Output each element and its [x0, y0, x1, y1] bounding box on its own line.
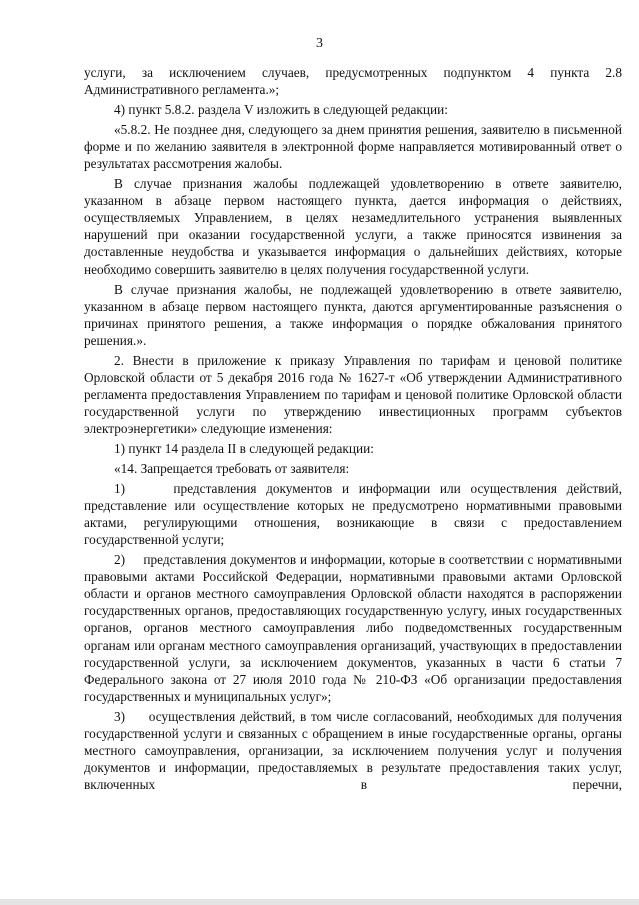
scan-bottom-edge	[0, 899, 639, 905]
paragraph-section-2: 2. Внести в приложение к приказу Управления по тарифам и ценовой политике Орловской области от 5 декабря 2016 года № 1627-т «Об утверждении Административного регламента предоставления Управлением по тарифам и ценовой политике Орловской области государственной услуги по утверждению инвестиционных программ субъектов электроэнергетики» следующие изменения:	[84, 352, 622, 436]
paragraph-continuation: услуги, за исключением случаев, предусмотренных подпунктом 4 пункта 2.8 Административного регламента.»;	[84, 65, 622, 98]
paragraph-5-8-2: «5.8.2. Не позднее дня, следующего за днем принятия решения, заявителю в письменной форме и по желанию заявителя в электронной форме направляется мотивированный ответ о результатах рассмотрения жалобы.	[84, 122, 622, 172]
document-body	[84, 64, 622, 796]
paragraph-complaint-rejected: В случае признания жалобы, не подлежащей удовлетворению в ответе заявителю, указанном в абзаце первом настоящего пункта, даются аргументированные разъяснения о причинах принятого решения, а также информация о порядке обжалования принятого решения.».	[84, 281, 622, 348]
list-item-2: 2) представления документов и информации, которые в соответствии с нормативными правовыми актами Российской Федерации, нормативными правовыми актами Орловской области и органов местного самоуправления Орловской области находятся в распоряжении государственных органов, предоставляющих государственную услугу, иных государственных органов, органов местного самоуправления либо подведомственных государственным органам или органам местного самоуправления организаций, участвующих в предоставлении государственной услуги, за исключением документов, указанных в части 6 статьи 7 Федерального закона от 27 июля 2010 года № 210-ФЗ «Об организации предоставления государственных и муниципальных услуг»;	[84, 552, 622, 704]
paragraph-item-1: 1) пункт 14 раздела II в следующей редакции:	[114, 440, 374, 456]
paragraph-item-4: 4) пункт 5.8.2. раздела V изложить в следующей редакции:	[114, 102, 448, 118]
page-number: 3	[316, 36, 323, 51]
paragraph-point-14: «14. Запрещается требовать от заявителя:	[114, 461, 350, 477]
paragraph-complaint-satisfied: В случае признания жалобы подлежащей удовлетворению в ответе заявителю, указанном в абзаце первом настоящего пункта, дается информация о действиях, осуществляемых Управлением, в целях незамедлительного устранения выявленных нарушений при оказании государственной услуги, а также приносятся извинения за доставленные неудобства и указывается информация о дальнейших действиях, которые необходимо совершить заявителю в целях получения государственной услуги.	[84, 176, 622, 277]
list-item-3: 3) осуществления действий, в том числе согласований, необходимых для получения государственной услуги и связанных с обращением в иные государственные органы, органы местного самоуправления, организации, за исключением получения услуг и получения документов и информации, предоставляемых в результате предоставления таких услуг, включенных в перечни,	[84, 708, 622, 792]
list-item-1: 1) представления документов и информации или осуществления действий, представление или осуществление которых не предусмотрено нормативными правовыми актами, регулирующими отношения, возникающие в связи с предоставлением государственной услуги;	[84, 481, 622, 548]
